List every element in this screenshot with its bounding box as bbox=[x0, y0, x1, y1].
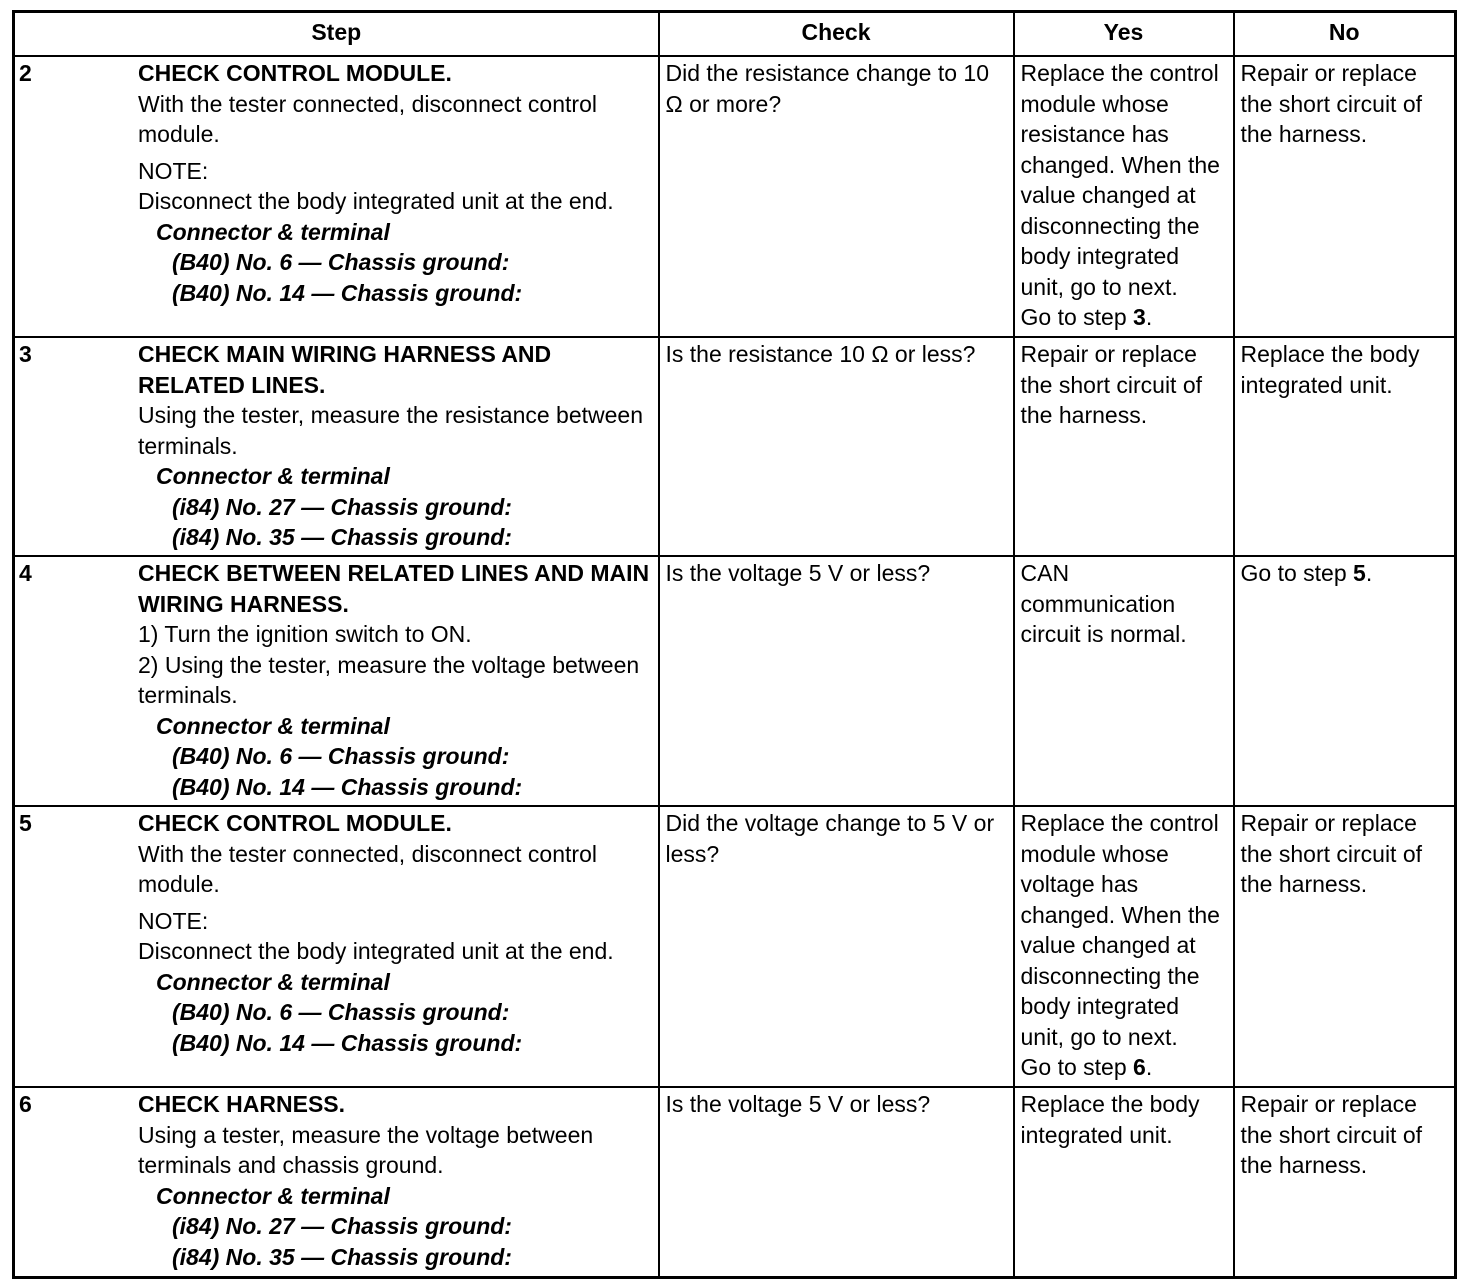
check-text: Is the voltage 5 V or less? bbox=[665, 1091, 931, 1117]
step-number: 4 bbox=[19, 560, 32, 586]
diagnostic-table bbox=[12, 10, 1457, 1279]
terminal-spec: (B40) No. 14 — Chassis ground: bbox=[172, 1029, 523, 1056]
goto-step-number: 6 bbox=[1133, 1054, 1146, 1080]
table-row bbox=[14, 806, 1456, 1087]
step-number: 2 bbox=[19, 60, 32, 86]
step-instruction: With the tester connected, disconnect control module. bbox=[138, 840, 597, 897]
step-cell bbox=[14, 56, 659, 337]
check-cell bbox=[659, 56, 1014, 337]
note-text: Disconnect the body integrated unit at the end. bbox=[138, 938, 614, 964]
terminal-spec: (B40) No. 6 — Chassis ground: bbox=[172, 743, 510, 769]
check-text: Is the voltage 5 V or less? bbox=[665, 560, 931, 586]
note-label: NOTE: bbox=[138, 907, 209, 934]
step-instruction: With the tester connected, disconnect control module. bbox=[138, 90, 597, 147]
table-row bbox=[14, 1087, 1456, 1277]
check-cell bbox=[659, 337, 1014, 556]
no-cell bbox=[1234, 1087, 1456, 1277]
header-no: No bbox=[1234, 12, 1456, 57]
step-title: CHECK CONTROL MODULE. bbox=[138, 60, 452, 86]
table-row bbox=[14, 337, 1456, 556]
goto-period: . bbox=[1145, 304, 1153, 330]
step-title: CHECK MAIN WIRING HARNESS AND RELATED LINES. bbox=[138, 341, 552, 398]
step-body bbox=[138, 1089, 654, 1272]
no-cell bbox=[1234, 56, 1456, 337]
connector-label: Connector & terminal bbox=[156, 712, 390, 739]
connector-label: Connector & terminal bbox=[156, 1182, 390, 1209]
check-text: Did the voltage change to 5 V or less? bbox=[665, 810, 995, 867]
yes-text: Replace the control module whose voltage has changed. When the value changed at disconnecting the body integrated unit, go to next. bbox=[1020, 810, 1220, 1050]
no-text: Replace the body integrated unit. bbox=[1240, 341, 1420, 398]
check-cell bbox=[659, 806, 1014, 1087]
terminal-spec: (i84) No. 35 — Chassis ground: bbox=[172, 1243, 512, 1270]
goto-prefix: Go to step bbox=[1020, 304, 1134, 330]
connector-label: Connector & terminal bbox=[156, 463, 390, 489]
yes-cell bbox=[1014, 556, 1234, 806]
no-text: Repair or replace the short circuit of the harness. bbox=[1240, 810, 1423, 897]
note-label: NOTE: bbox=[138, 157, 209, 184]
step-title: CHECK CONTROL MODULE. bbox=[138, 810, 452, 836]
step-cell bbox=[14, 1087, 659, 1277]
goto-prefix: Go to step bbox=[1020, 1054, 1134, 1080]
step-body bbox=[138, 339, 654, 553]
step-cell bbox=[14, 556, 659, 806]
connector-label: Connector & terminal bbox=[156, 218, 390, 245]
yes-cell bbox=[1014, 56, 1234, 337]
yes-goto bbox=[1021, 1052, 1227, 1083]
no-goto bbox=[1241, 558, 1449, 589]
step-instruction: 1) Turn the ignition switch to ON. bbox=[138, 621, 472, 647]
yes-cell bbox=[1014, 806, 1234, 1087]
no-cell bbox=[1234, 806, 1456, 1087]
terminal-spec: (B40) No. 6 — Chassis ground: bbox=[172, 249, 510, 275]
check-cell bbox=[659, 556, 1014, 806]
step-number: 5 bbox=[19, 810, 32, 836]
terminal-spec: (B40) No. 6 — Chassis ground: bbox=[172, 999, 510, 1025]
check-text: Did the resistance change to 10 Ω or more? bbox=[665, 60, 989, 117]
no-text: Repair or replace the short circuit of the harness. bbox=[1240, 60, 1423, 147]
step-title: CHECK BETWEEN RELATED LINES AND MAIN WIRING HARNESS. bbox=[138, 560, 650, 617]
terminal-spec: (B40) No. 14 — Chassis ground: bbox=[172, 279, 523, 306]
goto-prefix: Go to step bbox=[1240, 560, 1354, 586]
yes-text: CAN communication circuit is normal. bbox=[1020, 560, 1187, 647]
step-instruction: Using the tester, measure the resistance between terminals. bbox=[138, 402, 644, 459]
step-body bbox=[138, 808, 654, 1058]
yes-goto bbox=[1021, 302, 1227, 333]
table-row bbox=[14, 56, 1456, 337]
header-step: Step bbox=[14, 12, 659, 57]
goto-period: . bbox=[1145, 1054, 1153, 1080]
no-cell bbox=[1234, 337, 1456, 556]
step-cell bbox=[14, 806, 659, 1087]
terminal-spec: (i84) No. 35 — Chassis ground: bbox=[172, 524, 512, 550]
goto-period: . bbox=[1365, 560, 1373, 586]
no-cell bbox=[1234, 556, 1456, 806]
step-number: 6 bbox=[19, 1091, 32, 1117]
note-text: Disconnect the body integrated unit at the end. bbox=[138, 188, 614, 214]
table-body bbox=[14, 56, 1456, 1277]
header-row bbox=[14, 12, 1456, 57]
step-title: CHECK HARNESS. bbox=[138, 1091, 346, 1117]
yes-cell bbox=[1014, 337, 1234, 556]
step-number: 3 bbox=[19, 341, 32, 367]
no-text: Repair or replace the short circuit of the harness. bbox=[1240, 1091, 1423, 1178]
terminal-spec: (i84) No. 27 — Chassis ground: bbox=[172, 1213, 512, 1239]
yes-text: Repair or replace the short circuit of the harness. bbox=[1020, 341, 1203, 428]
goto-step-number: 3 bbox=[1133, 304, 1146, 330]
step-cell bbox=[14, 337, 659, 556]
terminal-spec: (i84) No. 27 — Chassis ground: bbox=[172, 493, 512, 520]
header-check: Check bbox=[659, 12, 1014, 57]
step-instruction: Using a tester, measure the voltage between terminals and chassis ground. bbox=[138, 1121, 594, 1178]
check-cell bbox=[659, 1087, 1014, 1277]
step-body bbox=[138, 58, 654, 308]
goto-step-number: 5 bbox=[1353, 560, 1366, 586]
yes-cell bbox=[1014, 1087, 1234, 1277]
yes-text: Replace the body integrated unit. bbox=[1020, 1091, 1200, 1148]
yes-text: Replace the control module whose resistance has changed. When the value changed at disconnecting the body integrated unit, go to next. bbox=[1020, 60, 1220, 300]
connector-label: Connector & terminal bbox=[156, 968, 390, 995]
step-body bbox=[138, 558, 654, 802]
check-text: Is the resistance 10 Ω or less? bbox=[665, 341, 976, 367]
step-instruction: 2) Using the tester, measure the voltage between terminals. bbox=[138, 651, 640, 708]
table-row bbox=[14, 556, 1456, 806]
terminal-spec: (B40) No. 14 — Chassis ground: bbox=[172, 773, 523, 800]
header-yes: Yes bbox=[1014, 12, 1234, 57]
